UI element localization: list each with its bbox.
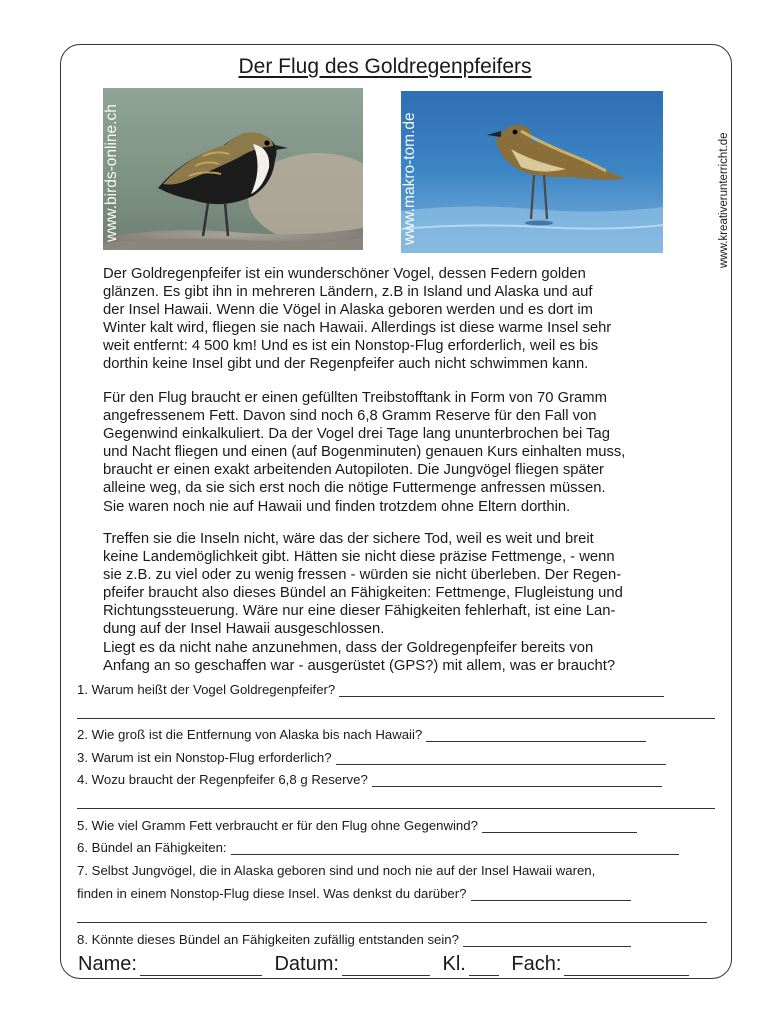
paragraph-line: braucht er einen exakt arbeitenden Autopiloten. Die Jungvögel fliegen später — [103, 462, 604, 479]
paragraph-3 — [103, 530, 713, 675]
paragraph-line: Gegenwind einkalkuliert. Da der Vogel drei Tage lang ununterbrochen bei Tag — [103, 426, 611, 443]
question-text: finden in einem Nonstop-Flug diese Insel. Was denkst du darüber? — [77, 886, 467, 901]
answer-line[interactable] — [77, 922, 707, 923]
paragraph-1 — [103, 265, 713, 374]
paragraph-line: Richtungssteuerung. Wäre nur eine dieser Fähigkeiten fehlerhaft, ist eine Lan- — [103, 603, 616, 620]
question-text: 6. Bündel an Fähigkeiten: — [77, 840, 227, 855]
bird-photo-1 — [103, 88, 363, 250]
answer-line[interactable] — [471, 888, 631, 901]
paragraph-line: alleine weg, da sie sich erst noch die nötige Futtermenge anfressen müssen. — [103, 480, 606, 497]
question-text: 1. Warum heißt der Vogel Goldregenpfeifer? — [77, 682, 336, 697]
photo-credit-2: www.makro-tom.de — [401, 112, 418, 245]
paragraph-line: Liegt es da nicht nahe anzunehmen, dass der Goldregenpfeifer bereits von — [103, 639, 594, 656]
question-2 — [77, 727, 646, 742]
question-text: 4. Wozu braucht der Regenpfeifer 6,8 g Reserve? — [77, 772, 368, 787]
paragraph-line: keine Landemöglichkeit gibt. Hätten sie nicht diese präzise Fettmenge, - wenn — [103, 549, 615, 566]
paragraph-line: Anfang an so geschaffen war - ausgerüstet (GPS?) mit allem, was er braucht? — [103, 657, 616, 674]
date-label: Datum: — [274, 953, 339, 975]
answer-line[interactable] — [77, 718, 715, 719]
question-text: 2. Wie groß ist die Entfernung von Alaska bis nach Hawaii? — [77, 727, 423, 742]
paragraph-line: glänzen. Es gibt ihn in mehreren Ländern, z.B in Island und Alaska und auf — [103, 284, 593, 301]
date-field[interactable] — [342, 957, 430, 976]
paragraph-line: Sie waren noch nie auf Hawaii und finden trotzdem ohne Eltern dorthin. — [103, 498, 571, 515]
subject-label: Fach: — [511, 953, 562, 975]
question-1 — [77, 682, 664, 697]
question-text: 5. Wie viel Gramm Fett verbraucht er für den Flug ohne Gegenwind? — [77, 818, 478, 833]
answer-line[interactable] — [339, 684, 664, 697]
student-info-footer — [78, 953, 696, 976]
question-5 — [77, 818, 637, 833]
class-label: Kl. — [442, 953, 466, 975]
paragraph-line: weit entfernt: 4 500 km! Und es ist ein Nonstop-Flug erforderlich, weil es bis — [103, 338, 599, 355]
answer-line[interactable] — [336, 752, 666, 765]
question-text: 3. Warum ist ein Nonstop-Flug erforderlich? — [77, 750, 332, 765]
question-4 — [77, 772, 662, 787]
question-text: 7. Selbst Jungvögel, die in Alaska geboren sind und noch nie auf der Insel Hawaii waren, — [77, 863, 596, 878]
class-field[interactable] — [469, 957, 499, 976]
photo-credit-1: www.birds-online.ch — [103, 104, 120, 242]
name-label: Name: — [78, 953, 137, 975]
paragraph-line: und Nacht fliegen und einen (auf Bogenminuten) genauen Kurs einhalten muss, — [103, 444, 626, 461]
worksheet-title: Der Flug des Goldregenpfeifers — [238, 55, 532, 78]
paragraph-line: sie z.B. zu viel oder zu wenig fressen - würden sie nicht überleben. Der Regen- — [103, 567, 622, 584]
answer-line[interactable] — [77, 808, 715, 809]
paragraph-line: angefressenem Fett. Davon sind noch 6,8 Gramm Reserve für den Fall von — [103, 408, 597, 425]
paragraph-line: Für den Flug braucht er einen gefüllten Treibstofftank in Form von 70 Gramm — [103, 390, 607, 406]
answer-line[interactable] — [482, 820, 637, 833]
question-8 — [77, 932, 631, 947]
subject-field[interactable] — [564, 957, 689, 976]
paragraph-line: Der Goldregenpfeifer ist ein wunderschöner Vogel, dessen Federn golden — [103, 266, 586, 282]
answer-line[interactable] — [372, 774, 662, 787]
question-text: 8. Könnte dieses Bündel an Fähigkeiten zufällig entstanden sein? — [77, 932, 459, 947]
bird-photo-1-image — [103, 88, 363, 250]
paragraph-line: dung auf der Insel Hawaii ausgeschlossen. — [103, 621, 385, 638]
bird-photo-2-image — [401, 91, 663, 253]
name-field[interactable] — [140, 957, 262, 976]
paragraph-line: Winter kalt wird, fliegen sie nach Hawaii. Allerdings ist diese warme Insel sehr — [103, 320, 612, 337]
paragraph-line: pfeifer braucht also dieses Bündel an Fähigkeiten: Fettmenge, Flugleistung und — [103, 585, 623, 602]
answer-line[interactable] — [463, 934, 631, 947]
answer-line[interactable] — [426, 729, 646, 742]
side-credit: www.kreativerunterricht.de — [718, 132, 730, 268]
question-6 — [77, 840, 679, 855]
paragraph-line: Treffen sie die Inseln nicht, wäre das der sichere Tod, weil es weit und breit — [103, 531, 594, 547]
answer-line[interactable] — [231, 842, 679, 855]
question-7-continued — [77, 886, 631, 901]
bird-photo-2 — [401, 91, 663, 253]
paragraph-line: dorthin keine Insel gibt und der Regenpfeifer auch nicht schwimmen kann. — [103, 356, 589, 373]
paragraph-line: der Insel Hawaii. Wenn die Vögel in Alaska geboren werden und es dort im — [103, 302, 593, 319]
paragraph-2 — [103, 389, 713, 516]
question-7 — [77, 863, 595, 878]
question-3 — [77, 750, 666, 765]
